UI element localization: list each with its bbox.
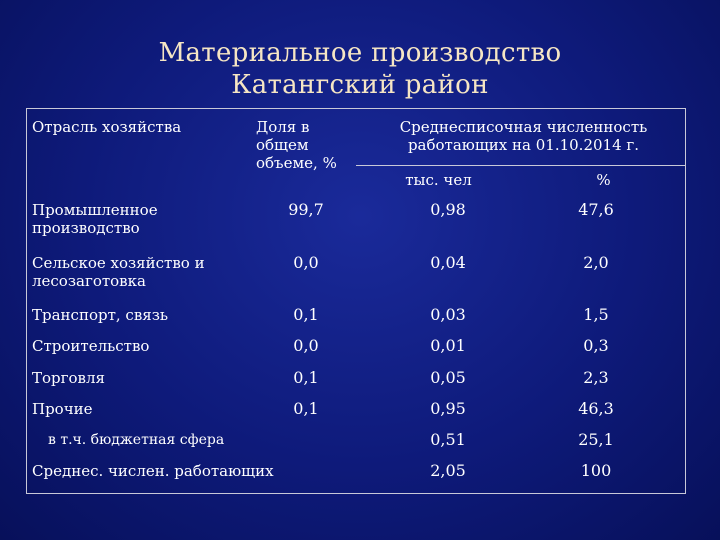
data-table [26, 108, 686, 494]
row-percent: 25,1 [578, 430, 614, 449]
slide-subtitle: Катангский район [231, 70, 489, 100]
header-employees: Среднесписочная численность работающих на 01.10.2014 г. [399, 118, 648, 154]
header-branch: Отрасль хозяйства [32, 118, 182, 136]
row-percent: 0,3 [583, 336, 609, 355]
row-name: Прочие [32, 400, 93, 418]
table-border-left [26, 108, 27, 494]
row-percent: 2,0 [583, 253, 609, 272]
table-border-bottom [26, 493, 686, 494]
row-percent: 100 [580, 461, 612, 480]
row-share: 0,1 [293, 399, 319, 418]
row-share: 99,7 [288, 200, 324, 219]
header-divider [356, 165, 686, 166]
header-thousands: тыс. чел [405, 171, 472, 189]
row-percent: 46,3 [578, 399, 614, 418]
row-thousands: 0,04 [430, 253, 466, 272]
row-name: Среднес. числен. работающих [32, 462, 274, 480]
row-percent: 47,6 [578, 200, 614, 219]
slide-title: Материальное производство [158, 38, 562, 68]
row-thousands: 0,95 [430, 399, 466, 418]
row-thousands: 0,98 [430, 200, 466, 219]
row-name: Строительство [32, 337, 150, 355]
row-percent: 2,3 [583, 368, 609, 387]
row-thousands: 0,51 [430, 430, 466, 449]
row-share: 0,0 [293, 336, 319, 355]
row-share: 0,1 [293, 368, 319, 387]
header-percent: % [596, 171, 611, 189]
row-thousands: 0,01 [430, 336, 466, 355]
row-thousands: 0,03 [430, 305, 466, 324]
row-thousands: 2,05 [430, 461, 466, 480]
row-share: 0,0 [293, 253, 319, 272]
row-name: Сельское хозяйство и лесозаготовка [32, 254, 205, 290]
row-name: в т.ч. бюджетная сфера [48, 432, 225, 448]
row-percent: 1,5 [583, 305, 609, 324]
row-name: Торговля [32, 369, 105, 387]
table-border-top [26, 108, 686, 109]
row-name: Промышленное производство [32, 201, 158, 237]
row-thousands: 0,05 [430, 368, 466, 387]
row-name: Транспорт, связь [32, 306, 169, 324]
header-share: Доля в общем объеме, % [256, 118, 337, 172]
row-share: 0,1 [293, 305, 319, 324]
